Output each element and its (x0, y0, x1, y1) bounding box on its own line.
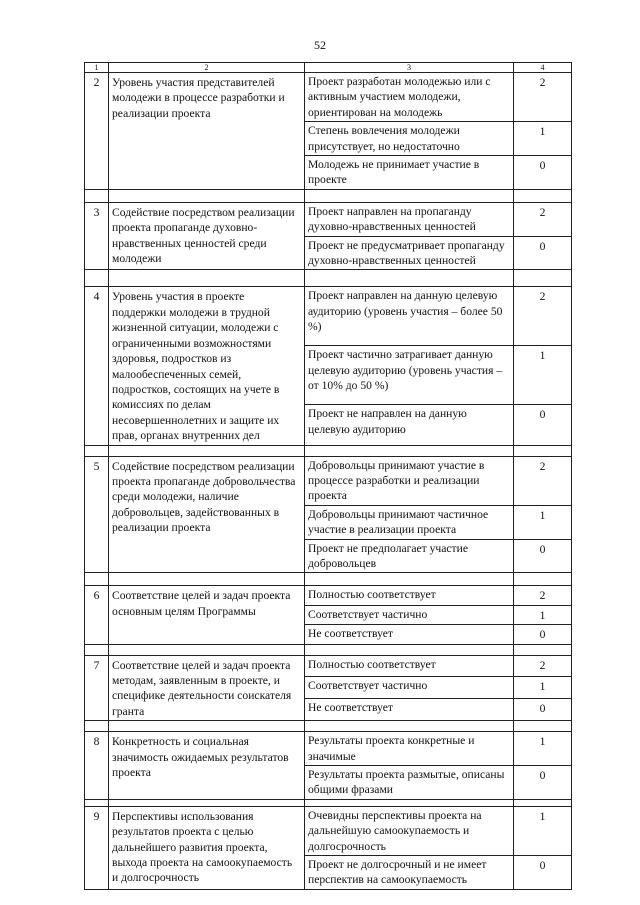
option-score: 1 (514, 605, 572, 624)
row-spacer (85, 644, 572, 655)
spacer-cell (514, 799, 572, 806)
option-score: 0 (514, 766, 572, 800)
option-score: 2 (514, 287, 572, 346)
option-description: Молодежь не принимает участие в проекте (305, 156, 514, 190)
row-spacer (85, 721, 572, 732)
option-description: Соответствует частично (305, 605, 514, 624)
option-score: 0 (514, 699, 572, 721)
option-score: 1 (514, 346, 572, 405)
option-description: Проект направлен на пропаганду духовно-нравственных ценностей (305, 202, 514, 236)
option-score: 1 (514, 806, 572, 855)
row-spacer (85, 799, 572, 806)
option-description: Проект направлен на данную целевую аудиторию (уровень участия – более 50 %) (305, 287, 514, 346)
spacer-cell (514, 573, 572, 586)
column-number-4: 4 (514, 63, 572, 73)
option-description: Результаты проекта размытые, описаны общими фразами (305, 766, 514, 800)
table-row (85, 287, 572, 346)
spacer-cell (305, 721, 514, 732)
spacer-cell (85, 573, 109, 586)
spacer-cell (109, 573, 305, 586)
criterion-number: 4 (85, 287, 109, 445)
spacer-cell (85, 644, 109, 655)
option-description: Не соответствует (305, 625, 514, 644)
criterion-text: Соответствие целей и задач проекта методам, заявленным в проекте, и специфике деятельности соискателя гранта (109, 655, 305, 721)
criterion-number: 9 (85, 806, 109, 889)
criteria-body (85, 73, 572, 890)
spacer-cell (85, 445, 109, 456)
table-row (85, 586, 572, 605)
spacer-cell (514, 270, 572, 287)
spacer-cell (514, 644, 572, 655)
option-description: Не соответствует (305, 699, 514, 721)
option-score: 2 (514, 202, 572, 236)
spacer-cell (85, 799, 109, 806)
spacer-cell (305, 445, 514, 456)
option-score: 1 (514, 122, 572, 156)
spacer-cell (305, 644, 514, 655)
criterion-number: 5 (85, 456, 109, 573)
spacer-cell (109, 644, 305, 655)
option-score: 1 (514, 732, 572, 766)
criterion-number: 7 (85, 655, 109, 721)
option-description: Добровольцы принимают частичное участие в реализации проекта (305, 505, 514, 539)
table-row (85, 202, 572, 236)
column-number-2: 2 (109, 63, 305, 73)
option-description: Проект не предполагает участие добровольцев (305, 539, 514, 573)
option-score: 2 (514, 586, 572, 605)
spacer-cell (305, 189, 514, 202)
option-score: 0 (514, 405, 572, 445)
criterion-text: Соответствие целей и задач проекта основным целям Программы (109, 586, 305, 644)
page-number: 52 (314, 38, 326, 52)
row-spacer (85, 189, 572, 202)
option-description: Добровольцы принимают участие в процессе разработки и реализации проекта (305, 456, 514, 505)
option-score: 2 (514, 655, 572, 677)
table-row (85, 655, 572, 677)
criterion-number: 3 (85, 202, 109, 270)
spacer-cell (85, 270, 109, 287)
criterion-number: 6 (85, 586, 109, 644)
criterion-number: 2 (85, 73, 109, 190)
option-score: 1 (514, 677, 572, 699)
option-description: Проект не направлен на данную целевую аудиторию (305, 405, 514, 445)
spacer-cell (514, 721, 572, 732)
spacer-cell (85, 721, 109, 732)
option-description: Полностью соответствует (305, 655, 514, 677)
spacer-cell (109, 270, 305, 287)
table-row (85, 732, 572, 766)
option-description: Проект частично затрагивает данную целевую аудиторию (уровень участия – от 10% до 50 %) (305, 346, 514, 405)
table-row (85, 456, 572, 505)
spacer-cell (85, 189, 109, 202)
option-description: Соответствует частично (305, 677, 514, 699)
spacer-cell (305, 799, 514, 806)
option-score: 0 (514, 156, 572, 190)
criterion-text: Уровень участия в проекте поддержки молодежи в трудной жизненной ситуации, молодежи с ограниченными возможностями здоровья, подростков из малообеспеченных семей, подростков, состоящих на учете в комиссиях по делам несовершеннолетних и защите их прав, органах внутренних дел (109, 287, 305, 445)
spacer-cell (514, 445, 572, 456)
column-number-1: 1 (85, 63, 109, 73)
option-description: Результаты проекта конкретные и значимые (305, 732, 514, 766)
row-spacer (85, 270, 572, 287)
option-description: Проект не долгосрочный и не имеет перспектив на самоокупаемость (305, 856, 514, 890)
column-number-3: 3 (305, 63, 514, 73)
criterion-number: 8 (85, 732, 109, 800)
table-row (85, 73, 572, 122)
option-description: Очевидны перспективы проекта на дальнейшую самоокупаемость и долгосрочность (305, 806, 514, 855)
option-description: Степень вовлечения молодежи присутствует, но недостаточно (305, 122, 514, 156)
option-description: Полностью соответствует (305, 586, 514, 605)
option-score: 0 (514, 236, 572, 270)
option-score: 0 (514, 625, 572, 644)
criterion-text: Конкретность и социальная значимость ожидаемых результатов проекта (109, 732, 305, 800)
option-score: 0 (514, 539, 572, 573)
option-score: 1 (514, 505, 572, 539)
spacer-cell (109, 445, 305, 456)
spacer-cell (305, 573, 514, 586)
criteria-table (84, 62, 572, 890)
row-spacer (85, 573, 572, 586)
option-score: 2 (514, 456, 572, 505)
row-spacer (85, 445, 572, 456)
option-score: 2 (514, 73, 572, 122)
option-score: 0 (514, 856, 572, 890)
criterion-text: Уровень участия представителей молодежи в процессе разработки и реализации проекта (109, 73, 305, 190)
spacer-cell (109, 799, 305, 806)
spacer-cell (109, 189, 305, 202)
criterion-text: Содействие посредством реализации проекта пропаганде добровольчества среди молодежи, наличие добровольцев, задействованных в реализации проекта (109, 456, 305, 573)
criterion-text: Перспективы использования результатов проекта с целью дальнейшего развития проекта, выхода проекта на самоокупаемость и долгосрочность (109, 806, 305, 889)
criterion-text: Содействие посредством реализации проекта пропаганде духовно-нравственных ценностей среди молодежи (109, 202, 305, 270)
spacer-cell (109, 721, 305, 732)
option-description: Проект не предусматривает пропаганду духовно-нравственных ценностей (305, 236, 514, 270)
option-description: Проект разработан молодежью или с активным участием молодежи, ориентирован на молодежь (305, 73, 514, 122)
table-row (85, 806, 572, 855)
column-number-row (85, 63, 572, 73)
spacer-cell (514, 189, 572, 202)
spacer-cell (305, 270, 514, 287)
